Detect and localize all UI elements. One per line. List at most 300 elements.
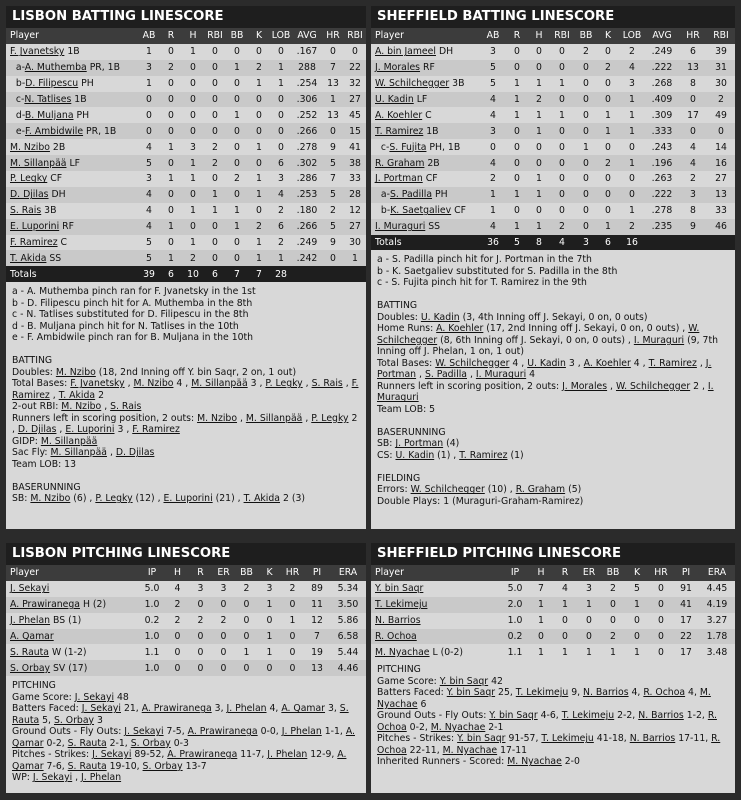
player-link[interactable]: A. Koehler [375,109,423,121]
stat-cell: 5 [481,60,505,76]
text-segment: Batters Faced: [377,687,447,699]
player-link[interactable]: B. Muljana [24,109,74,121]
stat-cell: 17 [680,646,692,658]
stat-cell: 2 [629,46,635,58]
stat-cell: 5.0 [507,583,523,595]
player-cell [371,187,481,203]
player-link[interactable]: P. Legky [311,412,349,424]
player-link[interactable]: I. Muraguri [633,334,685,346]
stat-cell: 6.58 [330,629,366,645]
text-segment: 17-11, [675,733,712,745]
player-link[interactable]: J. Morales [375,62,421,74]
player-row [6,107,366,123]
player-link[interactable]: M. Nyachae [430,721,486,733]
player-link[interactable]: N. Tatlises [24,94,72,105]
player-link[interactable]: P. Legky [10,173,48,185]
player-link[interactable]: A. Prawiranega [10,599,80,611]
text-segment: , [72,772,82,784]
stat-cell: 1 [322,92,344,108]
player-link[interactable]: M. Nyachae [507,756,562,768]
player-link[interactable]: M. Nyachae [442,744,498,756]
text-segment: Runners left in scoring position, 2 outs: [377,380,563,392]
text-segment: 3 , [565,357,584,369]
stat-cell: 17 [680,615,692,627]
player-link[interactable]: J. Sekayi [92,749,132,761]
player-link[interactable]: R. Ochoa [643,687,686,699]
stat-cell: .278 [651,205,673,217]
stat-cell: 0 [575,155,597,171]
stat-cell: 3 [190,141,196,153]
player-link[interactable]: A. Prawiranega [187,726,258,738]
total-cell: 8 [529,235,549,251]
stat-cell: 27 [344,219,366,235]
player-link[interactable]: R. Ochoa [377,710,717,733]
stat-cell: 0 [658,646,664,658]
stat-cell: 31 [707,60,735,76]
sub-prefix: b- [380,205,391,217]
stat-cell: 2 [289,583,296,595]
stat-cell: 41 [349,141,361,153]
stat-cell: 3 [220,583,227,595]
total-cell: 16 [619,235,645,251]
column-header: RBI [204,28,226,44]
player-link[interactable]: F. Ramirez [132,424,180,436]
player-link[interactable]: S. Rauta [10,646,49,658]
player-link[interactable]: S. Padilla [389,189,433,201]
batting-details [377,312,729,416]
text-segment: WP: [12,772,33,784]
stat-cell: 3 [679,187,707,203]
stat-cell: 1 [258,629,281,645]
stat-cell: 0 [289,646,296,658]
text-segment: 4 , [509,357,528,369]
stat-cell: 4.19 [699,597,735,613]
player-link[interactable]: M. Nzibo [30,493,71,505]
text-segment: 7-6, [43,760,68,772]
player-link[interactable]: Y. bin Saqr [375,583,424,595]
player-position: CF [454,205,466,217]
player-link[interactable]: J. Sekayi [32,772,73,784]
player-link[interactable]: J. Sekayi [10,583,50,595]
column-header: HR [649,565,673,581]
player-link[interactable]: J. Morales [562,380,608,392]
stat-cell: 1 [514,109,520,121]
player-position: PR, 1B [86,125,117,137]
player-link[interactable]: S. Orbay [130,737,171,749]
stat-cell: 1.1 [507,646,523,658]
stat-cell: 2 [243,583,250,595]
player-link[interactable]: A. Koehler [583,357,631,369]
player-link[interactable]: R. Graham [375,157,425,169]
stat-cell: 1 [234,205,240,217]
player-link[interactable]: M. Sillanpää [40,435,98,447]
player-link[interactable]: R. Graham [515,484,566,496]
player-row [6,235,366,251]
player-link[interactable]: J. Sekayi [74,691,115,703]
player-link[interactable]: J. Phelan [10,615,51,627]
stat-cell: 3 [278,173,284,185]
text-segment: , [302,412,312,424]
stat-cell: 0 [529,629,553,645]
player-link[interactable]: S. Orbay [10,662,51,674]
text-segment: , [342,378,352,390]
player-link[interactable]: S. Orbay [53,714,95,726]
player-row [371,44,735,60]
stat-cell: 28 [344,187,366,203]
stat-cell: 0 [562,615,568,627]
notes-section [371,250,735,511]
player-link[interactable]: N. Barrios [375,615,421,627]
player-link[interactable]: F. Ramirez [10,237,58,249]
player-row [371,123,735,139]
player-link[interactable]: A. Qamar [281,703,326,715]
lisbon-pitching-body [6,565,366,788]
total-cell: 7 [226,266,248,282]
column-header: AVG [645,28,679,44]
text-segment: , [696,357,706,369]
panel-title: SHEFFIELD PITCHING LINESCORE [371,543,735,565]
player-link[interactable]: U. Kadin [527,357,566,369]
player-row [371,92,735,108]
player-link[interactable]: W. Schilchegger [410,484,485,496]
player-link[interactable]: K. Saetgaliev [390,205,452,217]
stat-cell: 2 [529,92,549,108]
stat-cell: .249 [296,237,318,249]
stat-cell: .196 [645,155,679,171]
stat-cell: 0 [536,46,542,58]
stat-cell: 4 [481,155,505,171]
stat-cell: 1.0 [138,660,166,676]
player-link[interactable]: A. Muthemba [24,62,87,74]
stat-cell: .333 [645,123,679,139]
player-row [371,629,735,645]
player-link[interactable]: W. Schilchegger [435,357,510,369]
stat-cell: 0 [234,46,240,58]
stat-cell: 1 [258,597,281,613]
text-segment: Double Plays: 1 (Muraguri-Graham-Ramirez) [377,495,584,507]
player-link[interactable]: P. Legky [265,378,303,390]
stat-cell: 1.78 [699,629,735,645]
stat-line: b - K. Saetgaliev substituted for S. Padilla in the 8th [377,265,618,277]
stat-cell: 0 [197,646,204,658]
stat-cell: 0 [212,173,218,185]
player-link[interactable]: M. Nzibo [133,378,174,390]
text-segment: (6) , [70,493,96,505]
stat-cell: 0 [256,205,262,217]
player-link[interactable]: S. Orbay [142,760,183,772]
stat-cell: 0 [583,173,589,185]
stat-cell: 0 [549,123,575,139]
batting-heading: BATTING [12,355,53,367]
player-link[interactable]: T. Lekimeju [515,687,569,699]
stat-cell: 49 [715,109,727,121]
player-link[interactable]: S. Rauta [12,703,349,726]
player-link[interactable]: U. Kadin [375,94,414,105]
player-link[interactable]: T. Ramirez [375,125,424,137]
stat-cell: .253 [292,187,322,203]
player-link[interactable]: T. Ramirez [459,449,508,461]
stat-cell: 1 [256,237,262,249]
column-header: H [529,28,549,44]
stat-cell: 3 [481,123,505,139]
player-link[interactable]: J. Phelan [267,749,308,761]
column-header: H [166,565,189,581]
player-link[interactable]: R. Ochoa [377,733,721,756]
player-position: PH [435,189,448,201]
text-segment: 2-1 [485,721,504,733]
total-cell [322,266,344,282]
stat-cell: .278 [296,141,318,153]
column-header: K [258,565,281,581]
column-header: AVG [292,28,322,44]
player-row [371,139,735,155]
player-position: 2B [52,141,66,153]
header-row [6,28,366,44]
player-position: RF [62,221,74,233]
player-link[interactable]: A. Qamar [12,749,347,772]
stat-cell: 0 [549,92,575,108]
text-segment: 4, [685,687,700,699]
player-link[interactable]: Y. bin Saqr [489,710,538,722]
player-link[interactable]: A. Qamar [12,726,355,749]
player-link[interactable]: S. Rauta [67,737,107,749]
player-link[interactable]: T. Akida [10,252,47,264]
player-link[interactable]: M. Nyachae [377,687,711,710]
stat-cell: 0 [278,141,284,153]
stat-cell: 5 [322,219,344,235]
player-link[interactable]: J. Phelan [81,772,122,784]
stat-cell: 0 [234,78,240,90]
stat-line [377,450,729,462]
stat-cell: 1 [577,597,601,613]
text-segment: 2-1, [106,737,131,749]
player-row [6,76,366,92]
player-link[interactable]: U. Kadin [420,311,460,323]
stat-cell: 2 [278,205,284,217]
stat-cell: 8 [690,78,696,90]
player-link[interactable]: P. Legky [95,493,133,505]
player-link[interactable]: M. Nzibo [55,366,96,378]
stat-line [12,726,360,749]
player-link[interactable]: S. Fujita [389,141,427,153]
text-segment: SB: [12,493,31,505]
player-row [371,107,735,123]
player-link[interactable]: T. Akida [58,389,96,401]
player-link[interactable]: S. Rais [10,205,42,217]
sub-prefix: b- [15,78,26,90]
text-segment: Ground Outs - Fly Outs: [12,726,125,738]
player-position: PR, 1B [89,62,120,74]
player-link[interactable]: W. Schilchegger [615,380,691,392]
player-link[interactable]: Y. bin Saqr [439,675,489,687]
player-link[interactable]: Y. bin Saqr [457,733,506,745]
stat-cell: 0 [168,205,174,217]
player-link[interactable]: A. Prawiranega [141,703,212,715]
notes-section [6,282,366,509]
player-link[interactable]: M. Nzibo [10,141,50,153]
stat-cell: 1 [256,141,262,153]
player-link[interactable]: T. Akida [243,493,280,505]
stat-line [377,484,729,496]
player-link[interactable]: S. Rais [110,401,142,413]
player-link[interactable]: D. Djilas [10,189,49,201]
stat-cell: 2.0 [501,597,529,613]
player-position: 2B [427,157,440,169]
player-link[interactable]: F. Ambidwile [25,125,84,137]
player-link[interactable]: T. Lekimeju [541,733,594,745]
stat-cell: 3.50 [330,597,366,613]
player-link[interactable]: I. Muraguri [475,369,527,381]
player-link[interactable]: M. Sillanpää [10,157,67,169]
player-link[interactable]: A. Qamar [10,631,54,642]
stat-cell: 3 [197,583,204,595]
stat-line [12,703,360,726]
player-position: PH [81,78,94,90]
player-link[interactable]: U. Kadin [395,449,435,461]
player-link[interactable]: F. Ramirez [12,378,359,401]
player-link[interactable]: J. Phelan [281,726,322,738]
pitching-details [377,676,729,768]
stat-cell: 0 [629,141,635,153]
stat-cell: 0 [281,597,304,613]
player-link[interactable]: J. Phelan [226,703,267,715]
player-link[interactable]: W. Schilchegger [375,78,450,90]
column-header: RBI [549,28,575,44]
pitching-heading: PITCHING [377,664,421,676]
player-link[interactable]: D. Filipescu [25,78,79,90]
text-segment: 6 [417,698,427,710]
text-segment: 0-2, [406,721,431,733]
stat-cell: 1 [278,78,284,90]
player-row [6,203,366,219]
player-link[interactable]: F. Jvanetsky [10,46,65,58]
player-link[interactable]: J. Portman [395,438,444,450]
stat-cell: 4 [679,155,707,171]
stat-cell: 16 [707,155,735,171]
text-segment: , [237,412,246,424]
stat-cell: 1 [212,205,218,217]
player-row [6,155,366,171]
player-link[interactable]: N. Barrios [583,687,629,699]
stat-line [377,358,729,381]
player-row [6,597,366,613]
stat-cell: 3.48 [706,646,728,658]
player-link[interactable]: D. Djilas [115,447,155,459]
stat-cell: 9 [679,219,707,235]
stat-cell: 1 [536,78,542,90]
player-link[interactable]: M. Nyachae [375,646,430,658]
stat-cell: 0 [605,141,611,153]
player-cell [371,139,481,155]
text-segment: (18, 2nd Inning off Y. bin Saqr, 2 on, 1 out) [95,366,297,378]
player-link[interactable]: J. Sekayi [81,703,121,715]
player-link[interactable]: A. bin Jameel [375,46,436,58]
stat-cell: 4 [619,60,645,76]
stat-cell: 0 [166,660,189,676]
player-cell [371,155,481,171]
player-link[interactable]: F. Jvanetsky [70,378,125,390]
player-link[interactable]: E. Luporini [65,424,115,436]
stat-line [12,692,360,704]
stat-cell: 0 [549,60,575,76]
stat-cell: 2 [490,173,496,185]
player-position: CF [425,173,438,185]
player-link[interactable]: E. Luporini [163,493,213,505]
player-cell [371,581,501,597]
text-segment: , [106,447,116,459]
player-link[interactable]: S. Padilla [424,369,467,381]
stat-cell: .249 [651,46,673,58]
player-link[interactable]: R. Ochoa [375,631,417,642]
stat-cell: 0 [235,660,258,676]
player-link[interactable]: I. Muraguri [377,380,714,404]
stat-line [377,312,729,324]
player-link[interactable]: N. Barrios [629,733,676,745]
player-link[interactable]: S. Rauta [67,760,107,772]
player-link[interactable]: M. Sillanpää [191,378,248,390]
stat-cell: 1 [289,615,296,627]
player-link[interactable]: A. Prawiranega [167,749,238,761]
notes-section [6,676,366,788]
stat-cell: 0 [138,92,160,108]
player-position: RF [423,62,435,74]
column-header: LOB [619,28,645,44]
stat-cell: 0 [549,155,575,171]
stat-cell: 2 [234,173,240,185]
text-segment: 17-11 [497,744,528,756]
player-link[interactable]: M. Sillanpää [245,412,303,424]
player-link[interactable]: Y. bin Saqr [446,687,496,699]
player-position: PH, 1B [429,141,461,153]
stat-cell: 0 [514,205,520,217]
player-link[interactable]: J. Sekayi [124,726,164,738]
player-link[interactable]: I. Muraguri [375,221,426,233]
stat-cell: 5 [634,583,640,595]
stat-cell: .286 [296,173,318,185]
player-link[interactable]: T. Lekimeju [375,599,428,611]
player-row [6,123,366,139]
player-row [6,660,366,676]
stat-cell: 0 [212,237,218,249]
stat-cell: 0 [226,250,248,266]
player-link[interactable]: M. Nzibo [61,401,102,413]
player-link[interactable]: E. Luporini [10,221,60,233]
stat-cell: 2 [549,219,575,235]
stat-cell: 0 [226,92,248,108]
stat-cell: 0 [204,60,226,76]
player-link[interactable]: W. Schilchegger [377,323,700,346]
player-link[interactable]: T. Ramirez [648,357,697,369]
stat-cell: .266 [292,123,322,139]
player-link[interactable]: A. Koehler [436,323,484,335]
column-header: R [505,28,529,44]
stat-cell: 0 [189,597,212,613]
player-link[interactable]: M. Nzibo [197,412,238,424]
player-link[interactable]: S. Rais [311,378,343,390]
text-segment: (9, 7th Inning off J. Phelan, 1 on, 1 out) [377,334,719,358]
total-cell: 28 [270,266,292,282]
player-cell [371,76,481,92]
lisbon-batting-table [6,28,366,282]
text-segment: , [101,401,111,413]
stat-cell: 0 [281,629,304,645]
player-link[interactable]: M. Sillanpää [50,447,107,459]
player-link[interactable]: J. Portman [375,173,423,185]
player-link[interactable]: J. Portman [377,357,712,381]
player-link[interactable]: D. Djilas [17,424,57,436]
player-link[interactable]: T. Lekimeju [561,710,615,722]
player-link[interactable]: N. Barrios [638,710,684,722]
